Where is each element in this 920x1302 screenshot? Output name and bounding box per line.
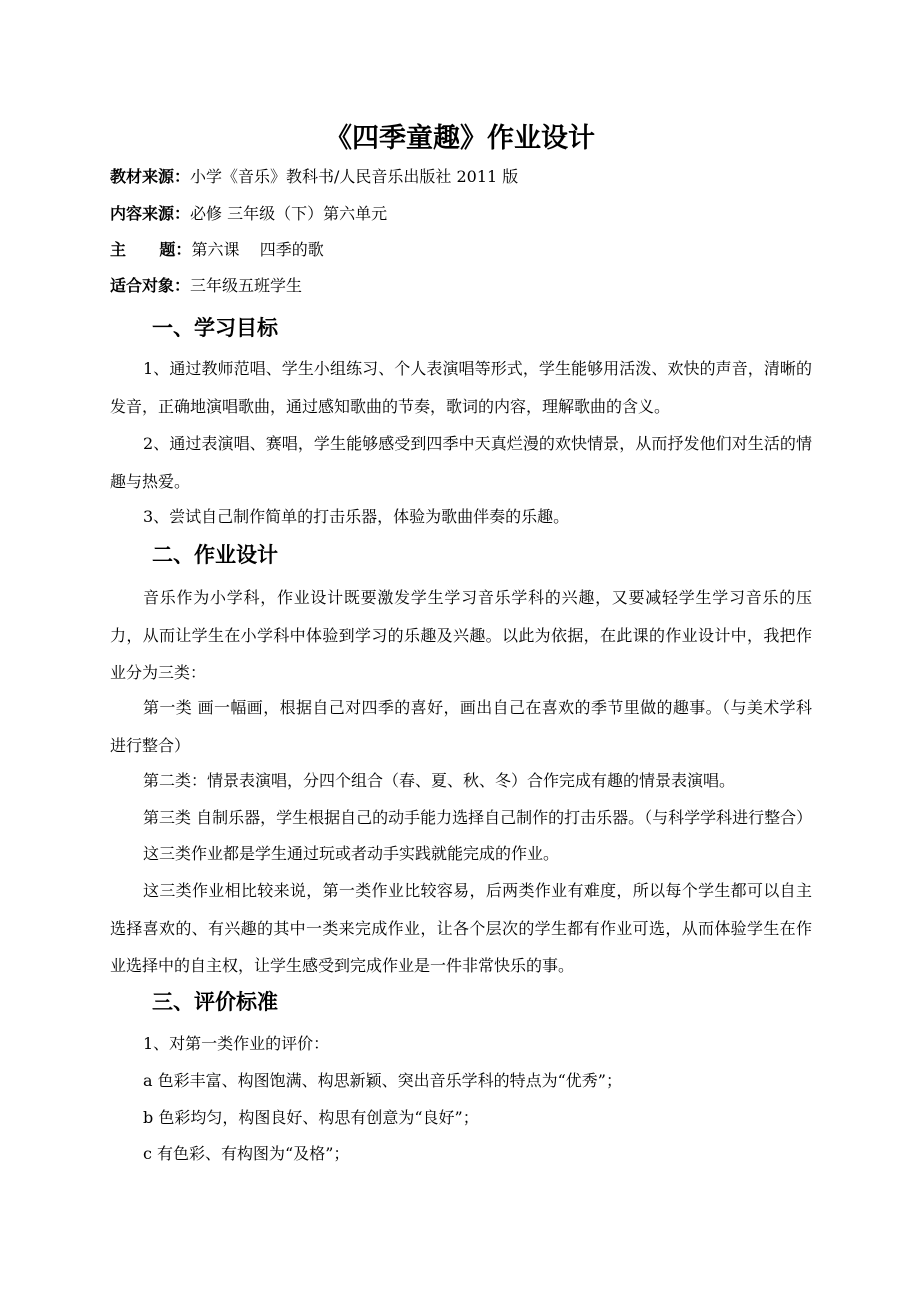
meta-label: 主 题： xyxy=(110,240,192,259)
paragraph: 3、尝试自己制作简单的打击乐器，体验为歌曲伴奏的乐趣。 xyxy=(143,507,570,526)
meta-label: 适合对象： xyxy=(110,276,191,295)
meta-content-source xyxy=(110,204,387,224)
meta-value: 三年级五班学生 xyxy=(190,276,303,295)
meta-value: 第六课 四季的歌 xyxy=(191,240,324,259)
list-item: 1、对第一类作业的评价： xyxy=(143,1034,330,1053)
meta-label: 教材来源： xyxy=(110,167,191,186)
section-heading-homework-design: 二、作业设计 xyxy=(152,543,278,567)
paragraph: 第一类 画一幅画，根据自己对四季的喜好，画出自己在喜欢的季节里做的趣事。（与美术学科进行整合） xyxy=(110,698,812,755)
meta-target-audience xyxy=(110,276,302,296)
paragraph: 这三类作业相比较来说，第一类作业比较容易，后两类作业有难度，所以每个学生都可以自主选择喜欢的、有兴趣的其中一类来完成作业，让各个层次的学生都有作业可选，从而体验学生在作业选择中的自主权，让学生感受到完成作业是一件非常快乐的事。 xyxy=(110,881,812,975)
meta-value: 小学《音乐》教科书/人民音乐出版社 2011 版 xyxy=(190,167,519,186)
meta-textbook-source xyxy=(110,167,518,187)
paragraph: 第二类：情景表演唱，分四个组合（春、夏、秋、冬）合作完成有趣的情景表演唱。 xyxy=(143,771,736,790)
paragraph: 这三类作业都是学生通过玩或者动手实践就能完成的作业。 xyxy=(143,844,560,863)
paragraph: 2、通过表演唱、赛唱，学生能够感受到四季中天真烂漫的欢快情景，从而抒发他们对生活的情趣与热爱。 xyxy=(110,434,812,491)
paragraph: 音乐作为小学科，作业设计既要激发学生学习音乐学科的兴趣，又要减轻学生学习音乐的压力，从而让学生在小学科中体验到学习的乐趣及兴趣。以此为依据，在此课的作业设计中，我把作业分为三类： xyxy=(110,588,812,682)
meta-value: 必修 三年级（下）第六单元 xyxy=(190,204,388,223)
meta-topic xyxy=(110,240,324,260)
section-heading-learning-goals: 一、学习目标 xyxy=(152,316,278,340)
section-heading-evaluation-criteria: 三、评价标准 xyxy=(152,990,278,1014)
document-title: 《四季童趣》作业设计 xyxy=(325,123,595,154)
list-item: c 有色彩、有构图为“及格”； xyxy=(143,1144,350,1163)
paragraph: 第三类 自制乐器，学生根据自己的动手能力选择自己制作的打击乐器。（与科学学科进行整合） xyxy=(143,808,813,827)
meta-label: 内容来源： xyxy=(110,204,191,223)
paragraph: 1、通过教师范唱、学生小组练习、个人表演唱等形式，学生能够用活泼、欢快的声音，清晰的发音，正确地演唱歌曲，通过感知歌曲的节奏，歌词的内容，理解歌曲的含义。 xyxy=(110,359,812,416)
list-item: b 色彩均匀，构图良好、构思有创意为“良好”； xyxy=(143,1108,479,1127)
list-item: a 色彩丰富、构图饱满、构思新颖、突出音乐学科的特点为“优秀”； xyxy=(143,1071,622,1090)
